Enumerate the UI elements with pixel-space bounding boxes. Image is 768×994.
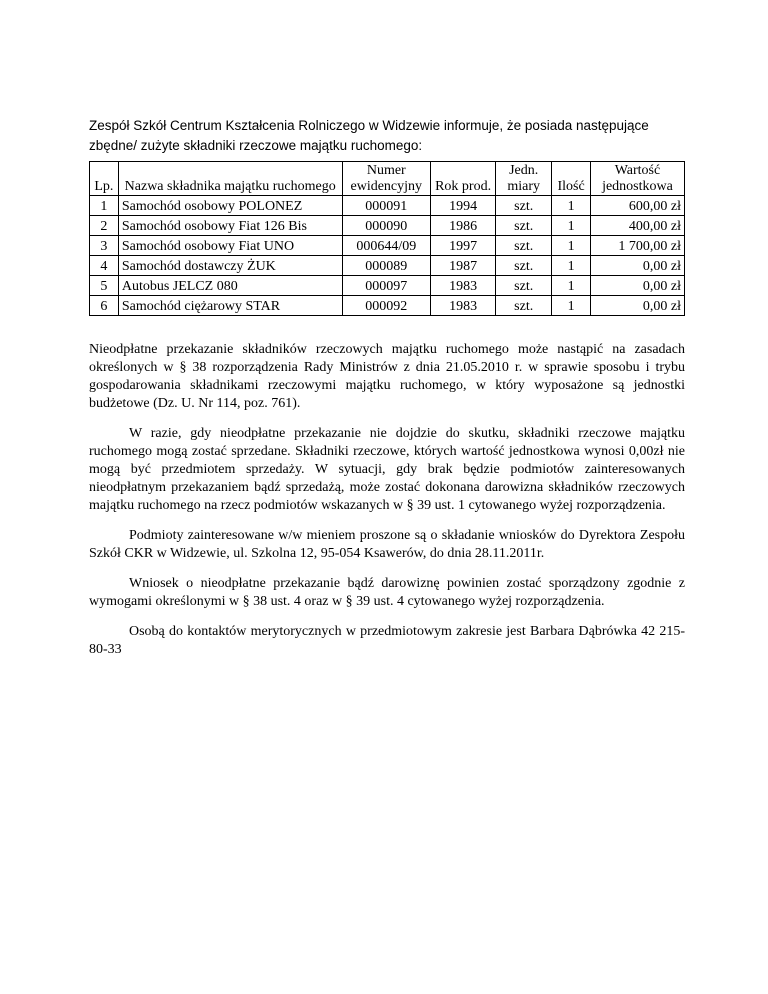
cell-value: 0,00 zł [590, 276, 684, 296]
cell-number: 000644/09 [342, 236, 430, 256]
cell-value: 600,00 zł [590, 196, 684, 216]
table-row [90, 216, 685, 236]
cell-qty: 1 [552, 196, 591, 216]
cell-unit: szt. [496, 216, 552, 236]
table-row [90, 276, 685, 296]
cell-name: Samochód osobowy POLONEZ [118, 196, 342, 216]
cell-name: Samochód osobowy Fiat 126 Bis [118, 216, 342, 236]
cell-name: Samochód ciężarowy STAR [118, 296, 342, 316]
cell-qty: 1 [552, 216, 591, 236]
table-row [90, 296, 685, 316]
cell-value: 1 700,00 zł [590, 236, 684, 256]
cell-year: 1983 [430, 296, 495, 316]
cell-value: 400,00 zł [590, 216, 684, 236]
cell-year: 1983 [430, 276, 495, 296]
body-text [89, 341, 685, 671]
cell-qty: 1 [552, 256, 591, 276]
header-value: Wartość jednostkowa [590, 162, 684, 196]
header-qty: Ilość [552, 162, 591, 196]
cell-unit: szt. [496, 276, 552, 296]
table-row [90, 196, 685, 216]
cell-value: 0,00 zł [590, 256, 684, 276]
cell-qty: 1 [552, 236, 591, 256]
header-unit: Jedn. miary [496, 162, 552, 196]
cell-number: 000089 [342, 256, 430, 276]
cell-year: 1997 [430, 236, 495, 256]
paragraph-sale: W razie, gdy nieodpłatne przekazanie nie dojdzie do skutku, składniki rzeczowe majątku ruchomego mogą zostać sprzedane. Składniki rzeczowe, których wartość jednostkowa wynosi 0,00zł nie mogą być przedmiotem sprzedaży. W sytuacji, gdy brak będzie podmiotów zainteresowanych nieodpłatnym przekazaniem bądź sprzedażą, może zostać dokonana darowizna składników rzeczowych majątku ruchomego na rzecz podmiotów wskazanych w § 39 ust. 1 cytowanego wyżej rozporządzenia. [89, 426, 685, 513]
cell-year: 1987 [430, 256, 495, 276]
cell-lp: 4 [90, 256, 119, 276]
cell-lp: 6 [90, 296, 119, 316]
assets-table [89, 161, 685, 316]
cell-number: 000097 [342, 276, 430, 296]
header-lp: Lp. [90, 162, 119, 196]
paragraph-free-transfer: Nieodpłatne przekazanie składników rzeczowych majątku ruchomego może nastąpić na zasadach określonych w § 38 rozporządzenia Rady Ministrów z dnia 21.05.2010 r. w sprawie sposobu i trybu gospodarowania składnikami rzeczowymi majątku ruchomego, w który wyposażone są jednostki budżetowe (Dz. U. Nr 114, poz. 761). [89, 342, 685, 411]
header-year: Rok prod. [430, 162, 495, 196]
header-number: Numer ewidencyjny [342, 162, 430, 196]
header-name: Nazwa składnika majątku ruchomego [118, 162, 342, 196]
paragraph-request-requirements: Wniosek o nieodpłatne przekazanie bądź darowiznę powinien zostać sporządzony zgodnie z wymogami określonymi w § 38 ust. 4 oraz w § 39 ust. 4 cytowanego wyżej rozporządzenia. [89, 576, 685, 609]
cell-qty: 1 [552, 296, 591, 316]
cell-unit: szt. [496, 236, 552, 256]
cell-lp: 1 [90, 196, 119, 216]
table-row [90, 256, 685, 276]
cell-lp: 2 [90, 216, 119, 236]
cell-number: 000090 [342, 216, 430, 236]
table-row [90, 236, 685, 256]
cell-year: 1994 [430, 196, 495, 216]
cell-unit: szt. [496, 296, 552, 316]
cell-number: 000091 [342, 196, 430, 216]
cell-name: Samochód dostawczy ŻUK [118, 256, 342, 276]
cell-unit: szt. [496, 256, 552, 276]
paragraph-applications: Podmioty zainteresowane w/w mieniem proszone są o składanie wniosków do Dyrektora Zespołu Szkół CKR w Widzewie, ul. Szkolna 12, 95-054 Ksawerów, do dnia 28.11.2011r. [89, 528, 685, 561]
table-header-row [90, 162, 685, 196]
intro-text: Zespół Szkół Centrum Kształcenia Rolniczego w Widzewie informuje, że posiada następujące zbędne/ zużyte składniki rzeczowe majątku ruchomego: [89, 118, 649, 153]
cell-unit: szt. [496, 196, 552, 216]
cell-name: Autobus JELCZ 080 [118, 276, 342, 296]
cell-qty: 1 [552, 276, 591, 296]
cell-lp: 5 [90, 276, 119, 296]
cell-number: 000092 [342, 296, 430, 316]
cell-lp: 3 [90, 236, 119, 256]
cell-year: 1986 [430, 216, 495, 236]
paragraph-contact: Osobą do kontaktów merytorycznych w przedmiotowym zakresie jest Barbara Dąbrówka 42 215-80-33 [89, 624, 685, 657]
cell-name: Samochód osobowy Fiat UNO [118, 236, 342, 256]
cell-value: 0,00 zł [590, 296, 684, 316]
